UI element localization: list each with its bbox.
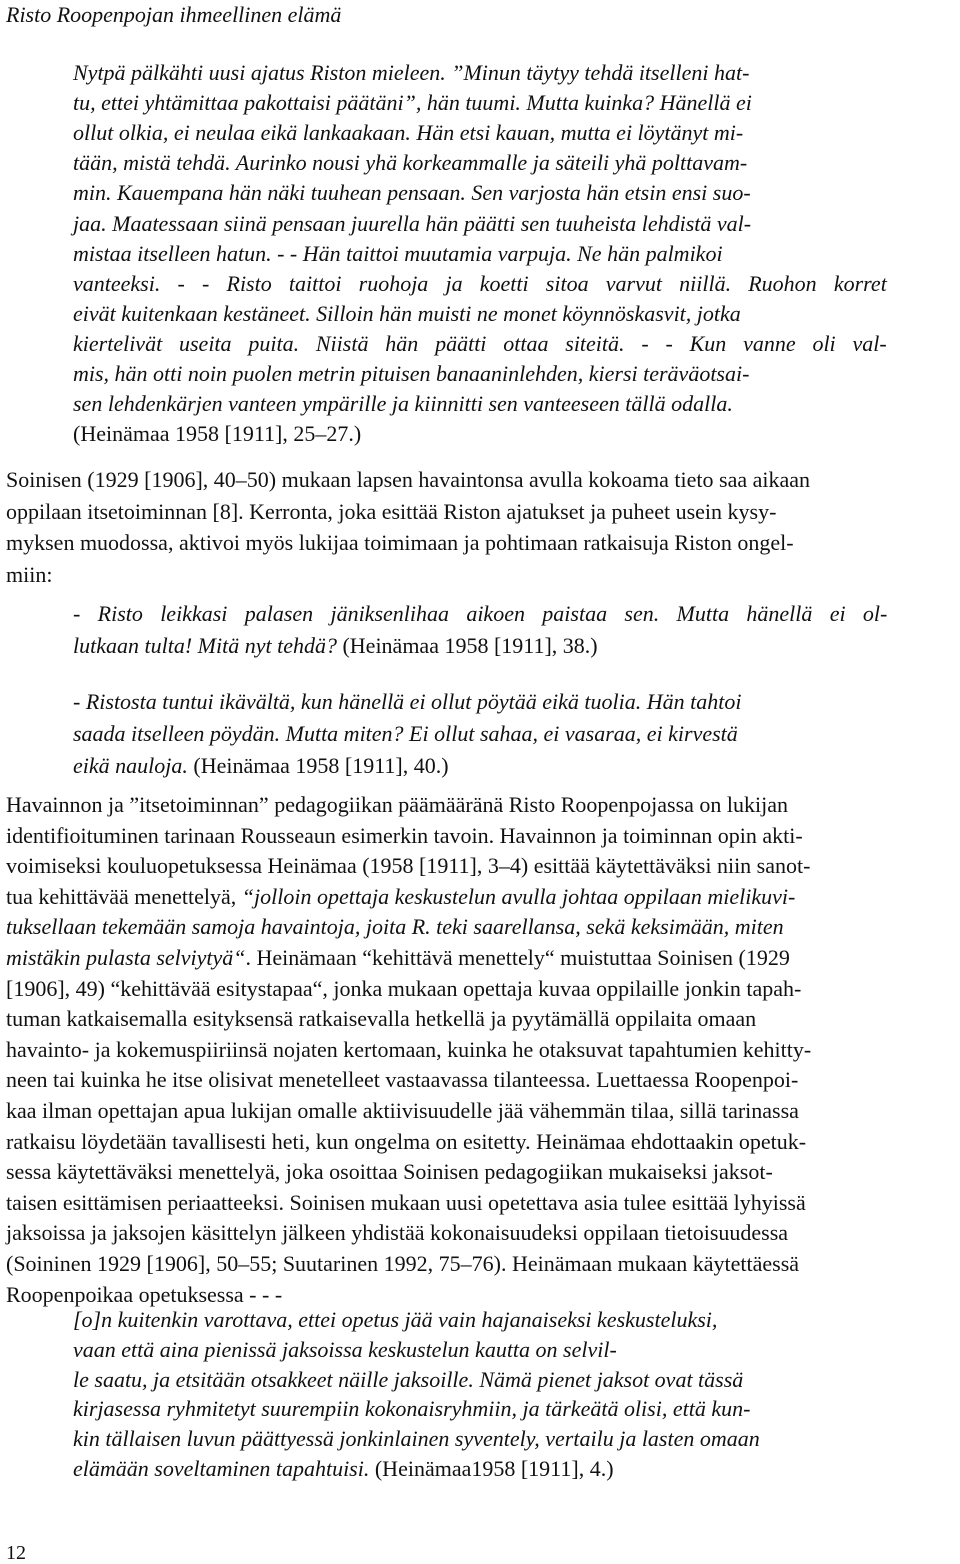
roman-text: neen tai kuinka he itse olisivat menetelleet vastaavassa tilanteessa. Luettaessa Roopenpoi- [6,1067,799,1093]
text-line [6,1220,788,1246]
text-line [73,1337,617,1363]
italic-text: mistaa itselleen hatun. - - Hän taittoi muutamia varpuja. Ne hän palmikoi [73,240,723,266]
text-line [73,331,887,357]
roman-text: Roopenpoikaa opetuksessa - - - [6,1281,283,1307]
running-header: Risto Roopenpojan ihmeellinen elämä [6,2,342,27]
text-line [6,1282,282,1308]
italic-text: tään, mistä tehdä. Aurinko nousi yhä korkeammalle ja säteili yhä polttavam- [73,150,748,176]
text-line [73,1396,750,1422]
text-line [6,562,52,588]
roman-text: Soinisen (1929 [1906], 40–50) mukaan lapsen havaintonsa avulla kokoama tieto saa aikaan [6,467,811,492]
italic-text: vanteeksi. - - Risto taittoi ruohoja ja koetti sitoa varvut niillä. Ruohon korret [73,270,887,296]
text-line [6,1067,798,1093]
text-line [73,1307,717,1333]
text-line [6,853,810,879]
italic-text: saada itselleen pöydän. Mutta miten? Ei ollut sahaa, ei vasaraa, ei kirvestä [73,721,738,746]
text-line [6,976,801,1002]
text-line [6,914,784,940]
italic-text: lutkaan tulta! Mitä nyt tehdä? [73,633,343,658]
text-line [6,499,776,525]
italic-text: vaan että aina pienissä jaksoissa keskustelun kautta on selvil- [73,1336,617,1362]
text-line [73,211,751,237]
text-line [73,90,752,116]
italic-text: tu, ettei yhtämittaa pakottaisi päätäni”, hän tuumi. Mutta kuinka? Hänellä ei [73,90,752,116]
text-line [6,1251,799,1277]
roman-text: voimiseksi kouluopetuksessa Heinämaa (1958 [1911], 3–4) esittää käytettäväksi niin sanot- [6,853,811,879]
italic-text: “jolloin opettaja keskustelun avulla johtaa oppilaan mielikuvi- [241,883,796,909]
italic-text: le saatu, ja etsitään otsakkeet näille jaksoille. Nämä pienet jaksot ovat tässä [73,1366,744,1392]
text-line [6,823,803,849]
roman-text: tuman katkaisemalla esityksensä ratkaisevalla hetkellä ja pyytämällä oppilaita omaan [6,1006,757,1032]
text-line [73,120,743,146]
roman-text: . Heinämaan “kehittävä menettely“ muistuttaa Soinisen (1929 [245,945,790,970]
roman-text: ratkaisu löydetään tavallisesti heti, kun ongelma on esitetty. Heinämaa ehdottaakin opetuk- [6,1128,807,1154]
italic-text: - Risto leikkasi palasen jäniksenlihaa aikoen paistaa sen. Mutta hänellä ei ol- [73,601,888,626]
italic-text: eikä nauloja. [73,753,194,778]
text-line [73,1367,743,1393]
roman-text: (Heinämaa 1958 [1911], 40.) [193,753,449,778]
italic-text: mis, hän otti noin puolen metrin pituisen banaaninlehden, kiersi teräväotsai- [73,361,750,386]
text-line [73,633,598,659]
roman-text: (Soininen 1929 [1906], 50–55; Suutarinen 1992, 75–76). Heinämaan mukaan käytettäessä [6,1251,800,1276]
text-line [6,884,795,910]
italic-text: - Ristosta tuntui ikävältä, kun hänellä ei ollut pöytää eikä tuolia. Hän tahtoi [73,689,742,714]
text-line [73,150,747,176]
text-line [73,180,751,206]
roman-text: tua kehittävää menettelyä, [6,883,242,909]
text-line [6,1037,811,1063]
text-line [6,1129,806,1155]
italic-text: elämään soveltaminen tapahtuisi. [73,1456,375,1481]
text-line [73,301,741,327]
text-line [73,391,733,417]
text-line [6,1006,756,1032]
text-line [73,60,749,86]
text-line [73,271,887,297]
text-line [6,530,794,556]
italic-text: tuksellaan tekemään samoja havaintoja, joita R. teki saarellansa, sekä keksimään, miten [6,914,784,940]
roman-text: Havainnon ja ”itsetoiminnan” pedagogiikan päämääränä Risto Roopenpojassa on lukijan [6,792,789,817]
italic-text: kin tällaisen luvun päättyessä jonkinlainen syventely, vertailu ja lasten omaan [73,1426,760,1452]
roman-text: oppilaan itsetoiminnan [8]. Kerronta, joka esittää Riston ajatukset ja puheet usein kysy- [6,498,777,524]
italic-text: kiertelivät useita puita. Niistä hän päätti ottaa siteitä. - - Kun vanne oli val- [73,330,887,356]
roman-text: (Heinämaa 1958 [1911], 38.) [342,633,598,658]
italic-text: mistäkin pulasta selviytyä“ [6,945,246,970]
italic-text: kirjasessa ryhmitetyt suurempiin kokonaisryhmiin, ja tärkeätä olisi, että kun- [73,1396,751,1422]
text-line [73,689,741,715]
roman-text: (Heinämaa1958 [1911], 4.) [374,1456,614,1481]
roman-text: taisen esittämisen periaatteeksi. Soinisen mukaan uusi opetettava asia tulee esittää lyhyissä [6,1189,806,1215]
text-line [6,945,790,971]
text-line [6,1190,806,1216]
text-line [73,421,361,447]
roman-text: myksen muodossa, aktivoi myös lukijaa toimimaan ja pohtimaan ratkaisuja Riston ongel- [6,530,794,556]
roman-text: miin: [6,562,53,588]
roman-text: [1906], 49) “kehittävää esitystapaa“, jonka mukaan opettaja kuvaa oppilaille jonkin tapah- [6,975,802,1001]
text-line [73,721,738,747]
italic-text: min. Kauempana hän näki tuuhean pensaan. Sen varjosta hän etsin ensi suo- [73,180,751,206]
text-line [6,1098,799,1124]
text-line [73,361,749,387]
roman-text: havainto- ja kokemuspiiriinsä nojaten kertomaan, kuinka he otaksuvat tapahtumien kehitty- [6,1036,812,1062]
text-line [73,1456,614,1482]
page-number: 12 [6,1542,26,1564]
text-line [73,1426,760,1452]
text-line [6,1159,773,1185]
italic-text: Nytpä pälkähti uusi ajatus Riston mieleen. ”Minun täytyy tehdä itselleni hat- [73,60,750,85]
text-line [6,792,788,818]
roman-text: kaa ilman opettajan apua lukijan omalle aktiivisuudelle jää vähemmän tilaa, sillä tarinassa [6,1098,799,1123]
text-line [73,601,887,627]
roman-text: identifioituminen tarinaan Rousseaun esimerkin tavoin. Havainnon ja toiminnan opin akti- [6,822,803,848]
text-line [73,241,723,267]
text-line [73,753,449,779]
italic-text: sen lehdenkärjen vanteen ympärille ja kiinnitti sen vanteeseen tällä odalla. [73,391,733,417]
roman-text: jaksoissa ja jaksojen käsittelyn jälkeen yhdistää kokonaisuudeksi oppilaan tietoisuudessa [6,1220,789,1246]
italic-text: [o]n kuitenkin varottava, ettei opetus jää vain hajanaiseksi keskusteluksi, [73,1307,718,1332]
italic-text: eivät kuitenkaan kestäneet. Silloin hän muisti ne monet köynnöskasvit, jotka [73,300,741,326]
italic-text: jaa. Maatessaan siinä pensaan juurella hän päätti sen tuuheista lehdistä val- [73,210,752,236]
roman-text: (Heinämaa 1958 [1911], 25–27.) [73,421,362,447]
roman-text: sessa käytettäväksi menettelyä, joka osoittaa Soinisen pedagogiikan mukaiseksi jaksot- [6,1159,773,1185]
text-line [6,467,810,493]
italic-text: ollut olkia, ei neulaa eikä lankaakaan. Hän etsi kauan, mutta ei löytänyt mi- [73,120,744,146]
